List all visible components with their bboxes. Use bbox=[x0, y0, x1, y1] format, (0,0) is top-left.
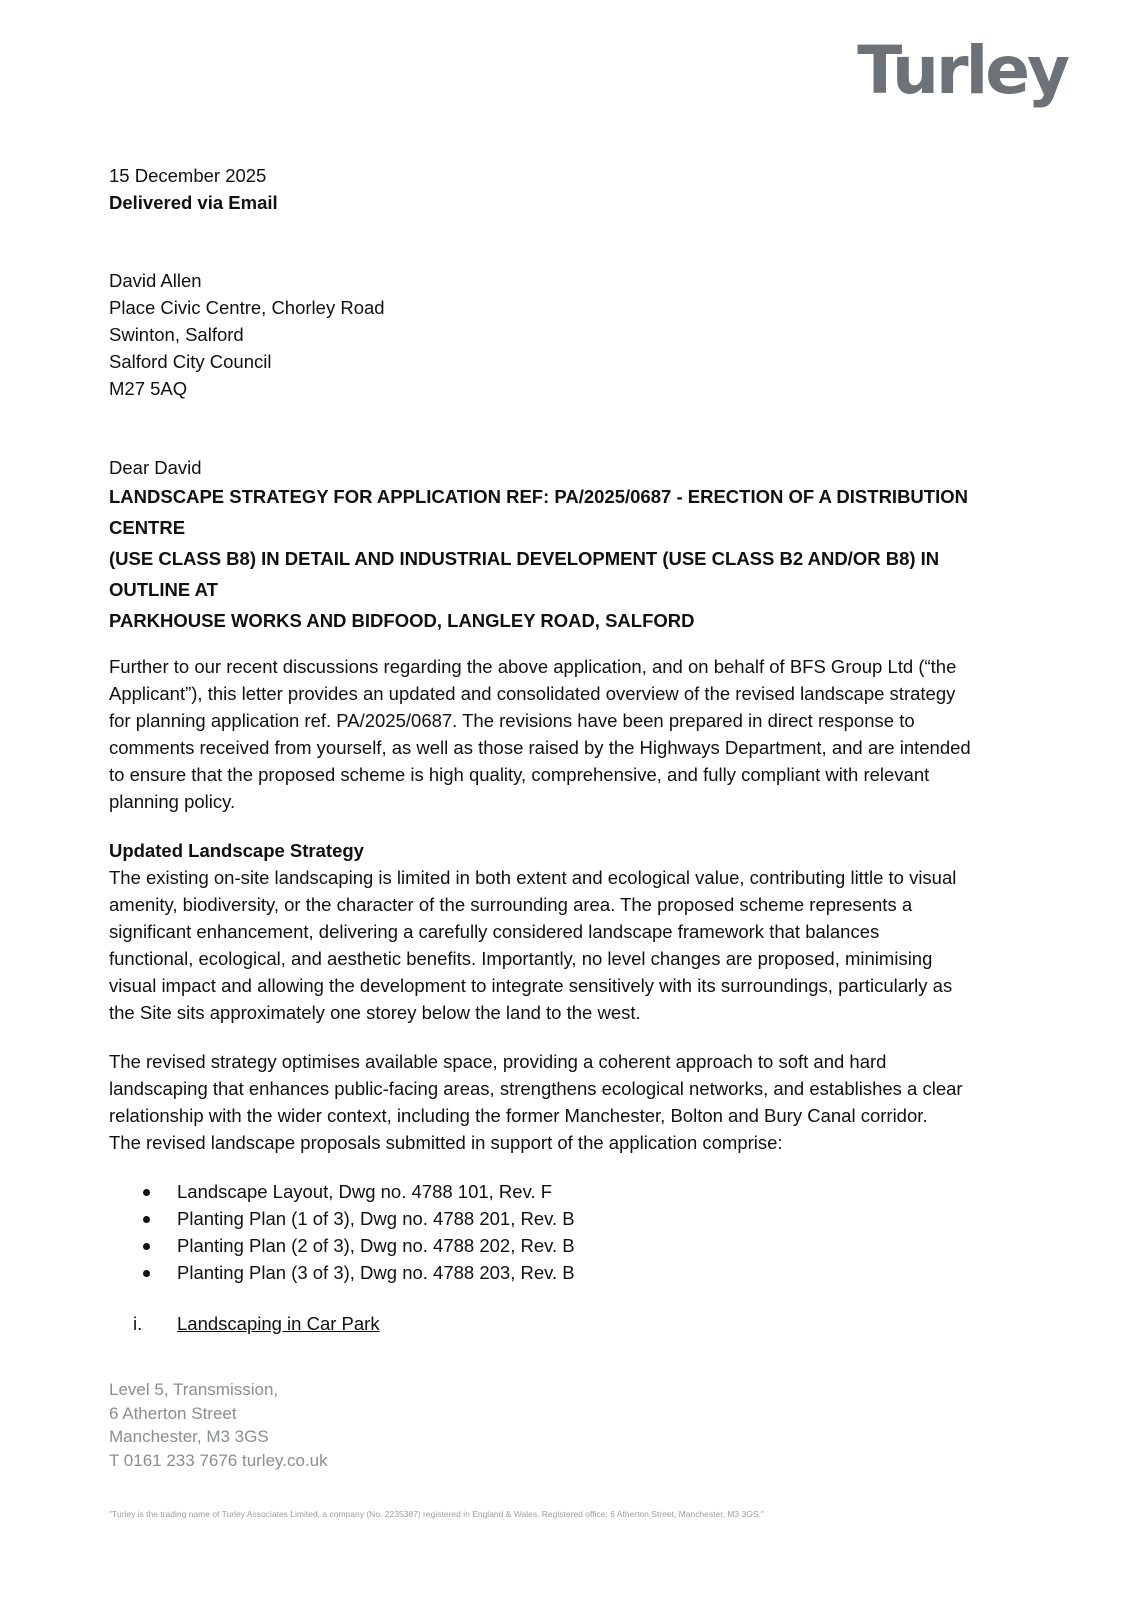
list-item bbox=[109, 1259, 1009, 1286]
paragraph-line: The revised landscape proposals submitted in support of the application comprise: bbox=[109, 1132, 783, 1153]
delivery-method: Delivered via Email bbox=[109, 192, 278, 213]
date-block bbox=[109, 162, 1009, 216]
subsection-number: i. bbox=[133, 1313, 143, 1334]
subject-line: PARKHOUSE WORKS AND BIDFOOD, LANGLEY ROAD, SALFORD bbox=[109, 610, 695, 631]
bullet-icon bbox=[143, 1216, 150, 1223]
paragraph-line: visual impact and allowing the development to integrate sensitively with its surroundings, particularly as bbox=[109, 975, 953, 996]
drawing-label: Planting Plan (1 of 3), Dwg no. 4788 201, Rev. B bbox=[177, 1208, 575, 1229]
paragraph-line: amenity, biodiversity, or the character of the surrounding area. The proposed scheme represents a bbox=[109, 894, 913, 915]
subsection-title: Landscaping in Car Park bbox=[177, 1313, 380, 1334]
drawings-list bbox=[109, 1178, 1009, 1286]
paragraph-line: The revised strategy optimises available space, providing a coherent approach to soft and hard bbox=[109, 1051, 887, 1072]
drawing-label: Landscape Layout, Dwg no. 4788 101, Rev. F bbox=[177, 1181, 553, 1202]
recipient-postcode: M27 5AQ bbox=[109, 378, 188, 399]
strategy-paragraph-1 bbox=[109, 864, 1009, 1026]
paragraph-line: relationship with the wider context, including the former Manchester, Bolton and Bury Canal corridor. bbox=[109, 1105, 928, 1126]
list-item bbox=[109, 1232, 1009, 1259]
bullet-icon bbox=[143, 1243, 150, 1250]
footer-contact: T 0161 233 7676 turley.co.uk bbox=[109, 1450, 328, 1470]
list-item bbox=[109, 1178, 1009, 1205]
paragraph-line: The existing on-site landscaping is limited in both extent and ecological value, contributing little to visual bbox=[109, 867, 957, 888]
footer-address-line: 6 Atherton Street bbox=[109, 1403, 237, 1423]
footer-address-line: Manchester, M3 3GS bbox=[109, 1427, 269, 1446]
paragraph-line: comments received from yourself, as well as those raised by the Highways Department, and are intended bbox=[109, 737, 971, 758]
recipient-address-line: Salford City Council bbox=[109, 351, 272, 372]
bullet-icon bbox=[143, 1270, 150, 1277]
paragraph-line: landscaping that enhances public-facing areas, strengthens ecological networks, and establishes a clear bbox=[109, 1078, 963, 1099]
paragraph-line: for planning application ref. PA/2025/0687. The revisions have been prepared in direct response to bbox=[109, 710, 915, 731]
subject-line: (USE CLASS B8) IN DETAIL AND INDUSTRIAL DEVELOPMENT (USE CLASS B2 AND/OR B8) IN OUTLINE AT bbox=[109, 548, 940, 600]
recipient-name: David Allen bbox=[109, 270, 202, 291]
recipient-address-line: Place Civic Centre, Chorley Road bbox=[109, 297, 385, 318]
paragraph-line: to ensure that the proposed scheme is high quality, comprehensive, and fully compliant with relevant bbox=[109, 764, 930, 785]
legal-notice: "Turley is the trading name of Turley Associates Limited, a company (No. 2235387) registered in England & Wales. Registered office: 6 Atherton Street, Manchester, M3 3GS." bbox=[109, 1509, 764, 1519]
turley-logo: Turley bbox=[857, 32, 1067, 109]
strategy-paragraph-2 bbox=[109, 1048, 1009, 1156]
paragraph-line: Further to our recent discussions regarding the above application, and on behalf of BFS Group Ltd (“the bbox=[109, 656, 957, 677]
drawing-label: Planting Plan (2 of 3), Dwg no. 4788 202, Rev. B bbox=[177, 1235, 575, 1256]
salutation: Dear David bbox=[109, 457, 202, 478]
recipient-address-line: Swinton, Salford bbox=[109, 324, 244, 345]
letter-body bbox=[109, 162, 1009, 1337]
section-heading: Updated Landscape Strategy bbox=[109, 840, 364, 861]
subject-line: LANDSCAPE STRATEGY FOR APPLICATION REF: PA/2025/0687 - ERECTION OF A DISTRIBUTION CENTRE bbox=[109, 486, 968, 538]
drawing-label: Planting Plan (3 of 3), Dwg no. 4788 203, Rev. B bbox=[177, 1262, 575, 1283]
subject-heading bbox=[109, 481, 1009, 636]
paragraph-line: Applicant”), this letter provides an updated and consolidated overview of the revised landscape strategy bbox=[109, 683, 956, 704]
footer bbox=[109, 1378, 328, 1472]
paragraph-line: planning policy. bbox=[109, 791, 236, 812]
letter-date: 15 December 2025 bbox=[109, 165, 267, 186]
paragraph-line: significant enhancement, delivering a carefully considered landscape framework that balances bbox=[109, 921, 880, 942]
footer-address-line: Level 5, Transmission, bbox=[109, 1380, 279, 1399]
bullet-icon bbox=[143, 1189, 150, 1196]
paragraph-line: functional, ecological, and aesthetic benefits. Importantly, no level changes are proposed, minimising bbox=[109, 948, 933, 969]
recipient-address bbox=[109, 267, 1009, 402]
list-item bbox=[109, 1205, 1009, 1232]
subsection-heading bbox=[109, 1310, 1009, 1337]
paragraph-line: the Site sits approximately one storey below the land to the west. bbox=[109, 1002, 641, 1023]
intro-paragraph bbox=[109, 653, 1009, 815]
